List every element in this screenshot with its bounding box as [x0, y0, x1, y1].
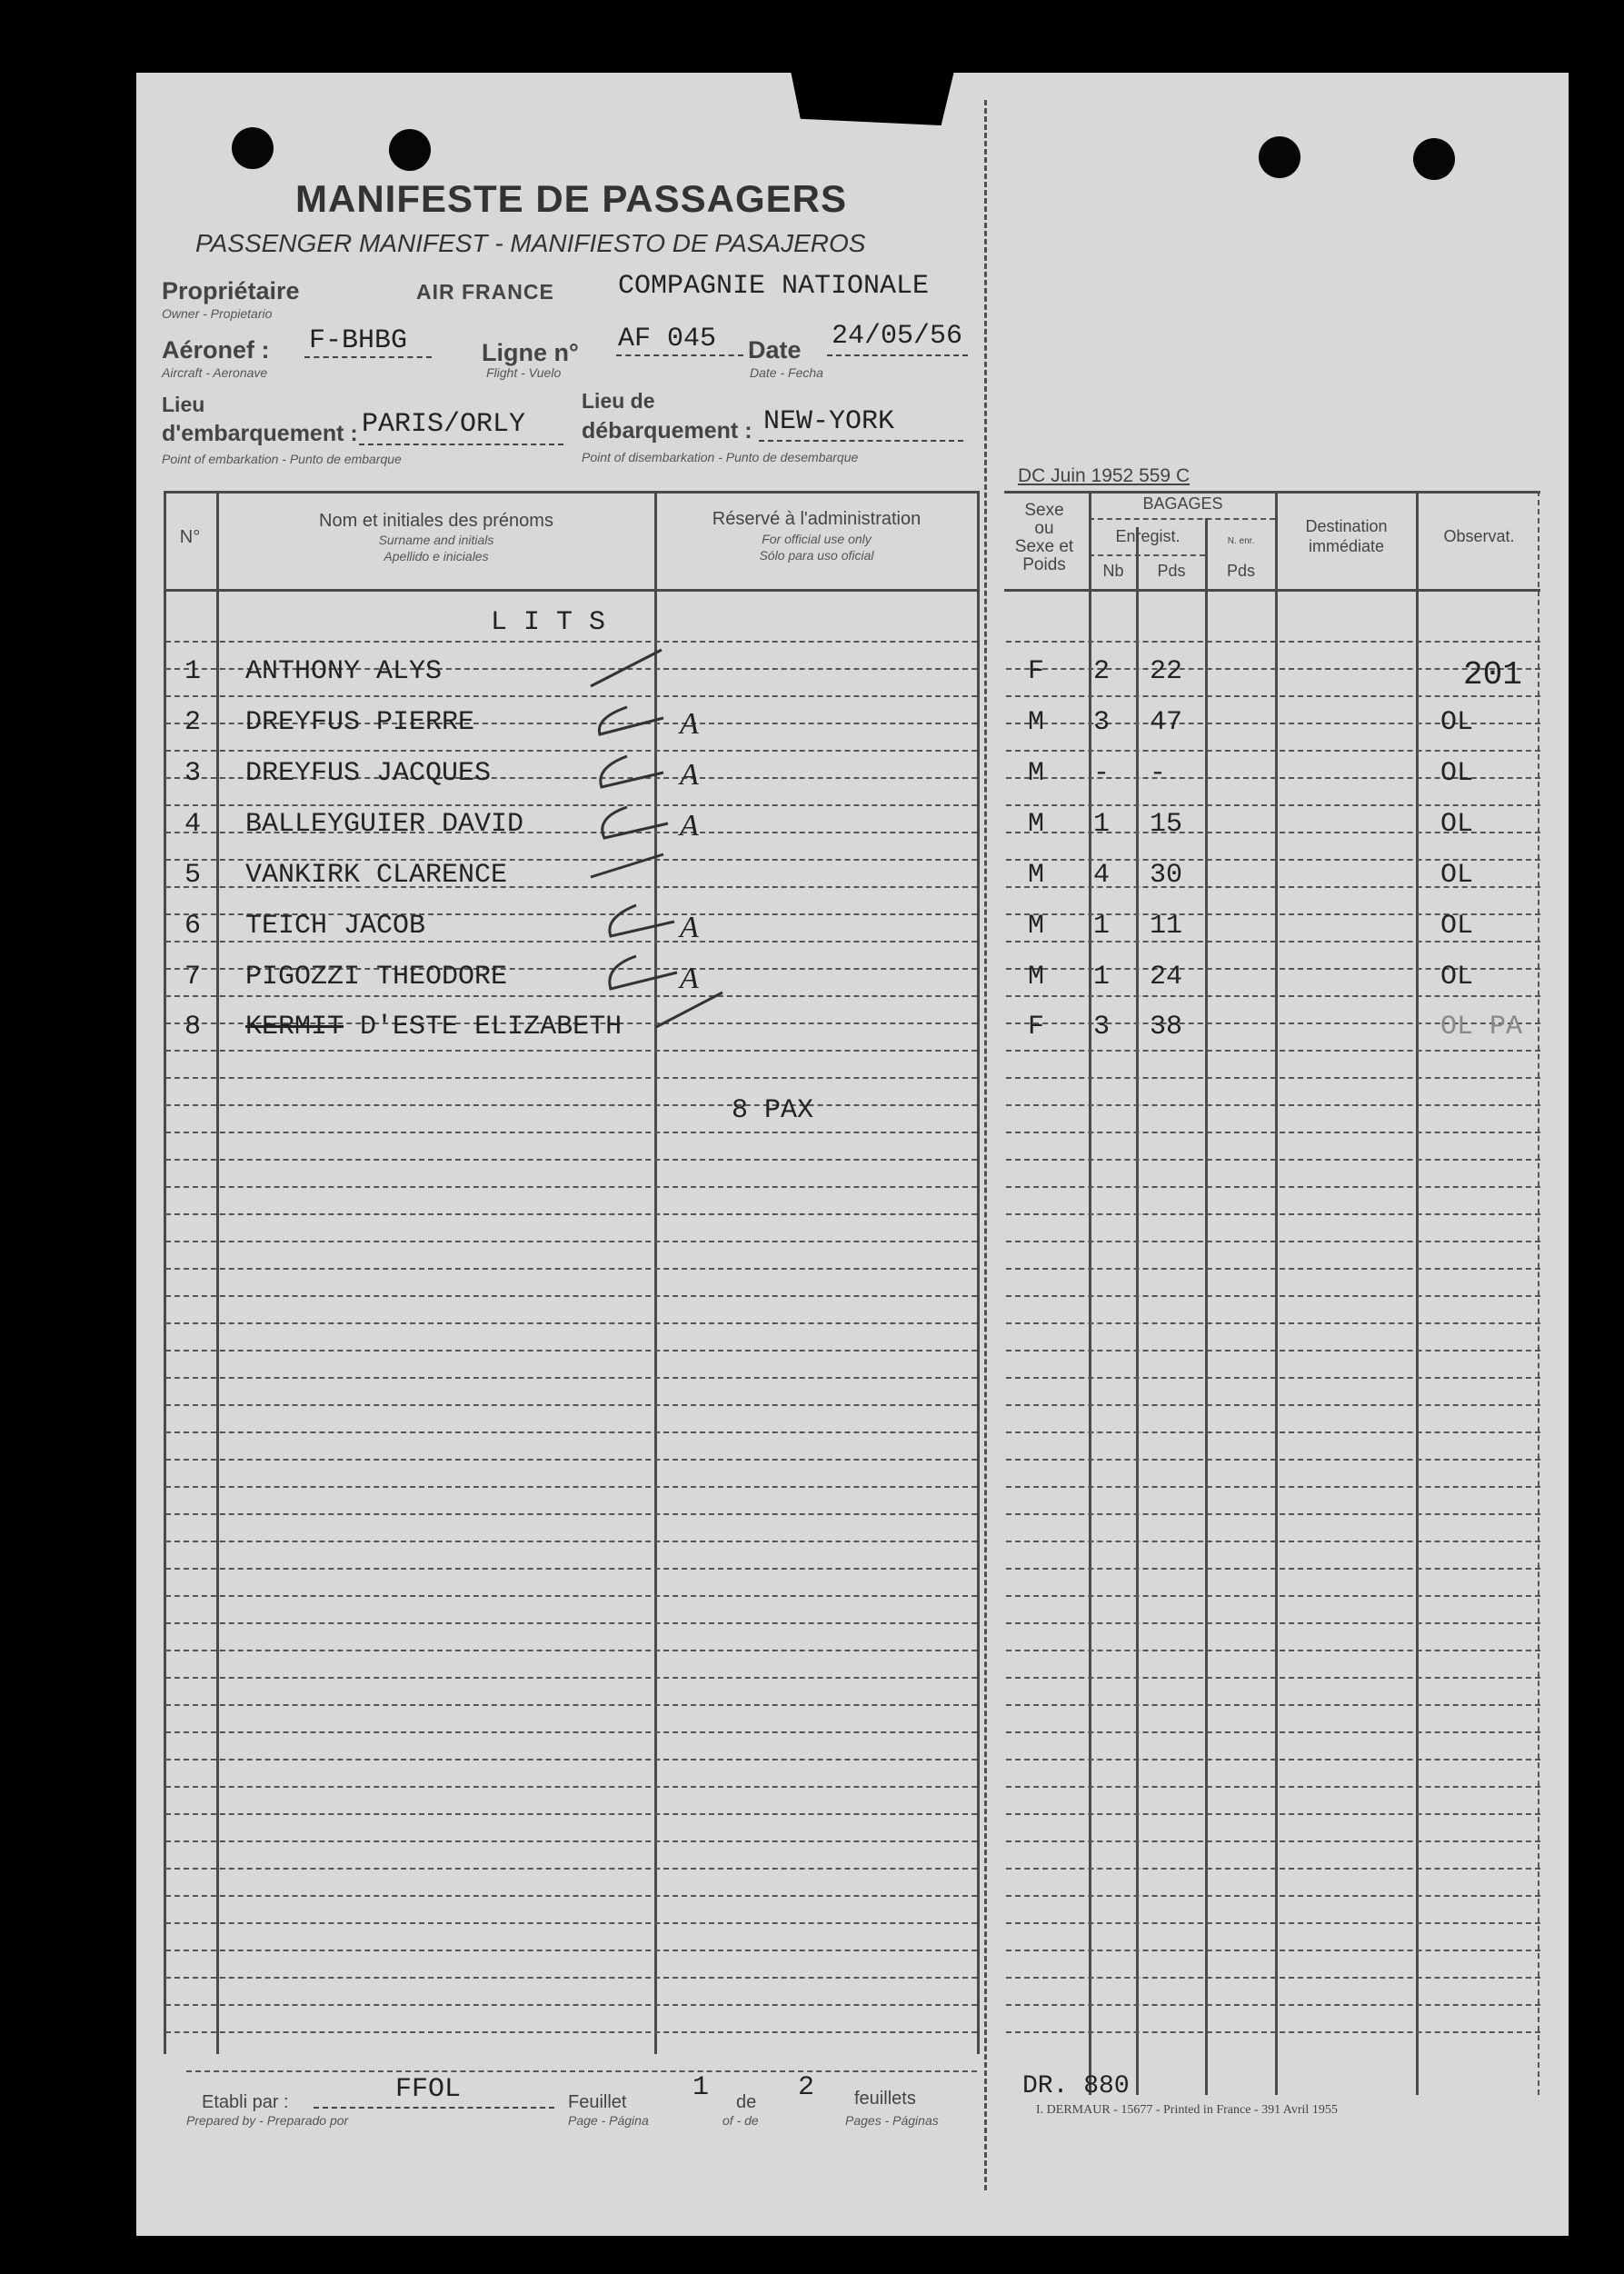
col-name-header: Nom et initiales des prénoms	[319, 511, 553, 531]
check-stroke	[610, 905, 674, 936]
observation: 201	[1463, 656, 1522, 693]
sex-value: F	[1027, 656, 1044, 687]
col-sex-header-line: Poids	[1022, 555, 1066, 574]
col-pds2-header: Pds	[1226, 562, 1256, 580]
row-number: 7	[184, 962, 201, 992]
page-title: MANIFESTE DE PASSAGERS	[295, 177, 847, 220]
footer-border	[186, 2070, 977, 2072]
observation: OL PA	[1440, 1012, 1523, 1042]
baggage-weight: 11	[1150, 911, 1183, 942]
section-label: L I T S	[491, 607, 606, 638]
row-number: 2	[184, 707, 201, 738]
col-pds-header: Pds	[1157, 562, 1186, 580]
disembark-label-2: débarquement :	[582, 418, 752, 444]
baggage-count: 3	[1092, 1012, 1110, 1042]
sex-value: M	[1027, 707, 1044, 738]
passenger-name-text: DREYFUS JACQUES	[245, 758, 492, 789]
passenger-name-text: DREYFUS PIERRE	[245, 707, 475, 738]
date-value: 24/05/56	[832, 321, 963, 352]
col-name-subheader: Surname and initials	[378, 533, 494, 547]
sheet-sublabel: Page - Página	[568, 2113, 649, 2128]
disembark-sublabel: Point of disembarkation - Punto de desembarque	[582, 450, 859, 464]
baggage-count: -	[1092, 758, 1110, 789]
embark-sublabel: Point of embarkation - Punto de embarque	[162, 452, 402, 466]
baggage-weight: 15	[1150, 809, 1183, 840]
check-stroke	[591, 854, 663, 877]
prepared-value: FFOL	[395, 2074, 462, 2105]
row-number: 1	[184, 656, 201, 687]
col-nenr-header: N. enr.	[1227, 536, 1255, 546]
dr-code: DR. 880	[1022, 2072, 1130, 2100]
baggage-count: 1	[1092, 962, 1110, 992]
passenger-name-text: TEICH JACOB	[245, 911, 426, 942]
of-sublabel: of - de	[722, 2113, 759, 2128]
baggage-count: 1	[1092, 911, 1110, 942]
sex-value: M	[1027, 911, 1044, 942]
admin-mark: A	[680, 758, 699, 792]
line-label: Ligne n°	[482, 339, 579, 366]
sheets-label: feuillets	[854, 2089, 916, 2109]
observation: OL	[1440, 809, 1474, 840]
row-number: 6	[184, 911, 201, 942]
baggage-weight: 30	[1150, 860, 1183, 891]
date-label: Date	[748, 336, 802, 364]
observation: OL	[1440, 962, 1474, 992]
col-bagages-header: BAGAGES	[1142, 494, 1223, 513]
form-reference: DC Juin 1952 559 C	[1018, 465, 1191, 486]
underline	[314, 2107, 554, 2109]
owner-name: AIR FRANCE	[416, 280, 554, 304]
col-name-subheader-2: Apellido e iniciales	[384, 549, 489, 564]
prepared-label: Etabli par :	[202, 2092, 289, 2112]
col-no-header: N°	[179, 527, 201, 547]
sex-value: F	[1027, 1012, 1044, 1042]
aircraft-label: Aéronef :	[162, 336, 270, 364]
baggage-weight: 22	[1150, 656, 1183, 687]
sex-value: M	[1027, 962, 1044, 992]
date-sublabel: Date - Fecha	[750, 365, 823, 380]
row-number: 4	[184, 809, 201, 840]
observation: OL	[1440, 707, 1474, 738]
baggage-weight: -	[1150, 758, 1167, 789]
check-stroke	[591, 650, 662, 686]
row-number: 8	[184, 1012, 201, 1042]
col-admin-subheader-2: Sólo para uso oficial	[759, 548, 874, 563]
check-stroke	[656, 992, 722, 1027]
owner-sublabel: Owner - Propietario	[162, 306, 273, 321]
struck-name: KERMIT	[245, 1012, 344, 1042]
col-sex-header-line: Sexe et	[1014, 537, 1074, 556]
row-number: 3	[184, 758, 201, 789]
baggage-count: 4	[1092, 860, 1110, 891]
admin-mark: A	[680, 911, 699, 944]
page-subtitle: PASSENGER MANIFEST - MANIFIESTO DE PASAJEROS	[195, 229, 866, 257]
col-enregist-header: Enregist.	[1115, 527, 1181, 545]
observation: OL	[1440, 860, 1474, 891]
baggage-count: 3	[1092, 707, 1110, 738]
sheet-value: 1	[692, 2072, 710, 2103]
baggage-count: 1	[1092, 809, 1110, 840]
col-dest-header-line: immédiate	[1308, 537, 1385, 555]
owner-value: COMPAGNIE NATIONALE	[618, 271, 930, 302]
observation: OL	[1440, 911, 1474, 942]
passenger-name-text: ANTHONY ALYS	[245, 656, 443, 687]
sheet-label: Feuillet	[568, 2092, 627, 2112]
total-pax: 8 PAX	[732, 1095, 814, 1126]
disembark-value: NEW-YORK	[763, 406, 895, 437]
baggage-weight: 47	[1150, 707, 1183, 738]
col-dest-header-line: Destination	[1305, 517, 1388, 535]
baggage-weight: 24	[1150, 962, 1183, 992]
col-obs-header: Observat.	[1443, 527, 1515, 545]
col-nb-header: Nb	[1102, 562, 1124, 580]
passenger-name-text: D'ESTE ELIZABETH	[360, 1012, 623, 1042]
of-label: de	[736, 2092, 757, 2112]
line-value: AF 045	[618, 324, 717, 354]
passenger-name-text: BALLEYGUIER DAVID	[245, 809, 524, 840]
sex-value: M	[1027, 809, 1044, 840]
owner-label: Propriétaire	[162, 277, 300, 304]
row-number: 5	[184, 860, 201, 891]
line-sublabel: Flight - Vuelo	[486, 365, 562, 380]
col-sex-header-line: Sexe	[1024, 501, 1064, 520]
sex-value: M	[1027, 758, 1044, 789]
check-stroke	[601, 756, 663, 787]
col-admin-header: Réservé à l'administration	[712, 509, 922, 529]
admin-mark: A	[680, 707, 699, 741]
baggage-count: 2	[1092, 656, 1110, 687]
embark-label-2: d'embarquement :	[162, 421, 358, 446]
col-sex-header-line: ou	[1034, 519, 1054, 538]
check-stroke	[610, 956, 677, 989]
admin-mark: A	[680, 962, 699, 995]
observation: OL	[1440, 758, 1474, 789]
prepared-sublabel: Prepared by - Preparado por	[186, 2113, 349, 2128]
aircraft-sublabel: Aircraft - Aeronave	[162, 365, 268, 380]
passenger-name-text: VANKIRK CLARENCE	[245, 860, 508, 891]
baggage-weight: 38	[1150, 1012, 1183, 1042]
sheets-sublabel: Pages - Páginas	[845, 2113, 939, 2128]
col-admin-subheader: For official use only	[762, 532, 872, 546]
disembark-label: Lieu de	[582, 389, 655, 413]
admin-mark: A	[680, 809, 699, 843]
sex-value: M	[1027, 860, 1044, 891]
aircraft-value: F-BHBG	[309, 325, 408, 356]
embark-value: PARIS/ORLY	[362, 409, 526, 440]
check-stroke	[603, 807, 668, 838]
embark-label: Lieu	[162, 393, 205, 416]
check-stroke	[599, 707, 663, 734]
of-value: 2	[798, 2072, 815, 2103]
printer-line: I. DERMAUR - 15677 - Printed in France - 391 Avril 1955	[1036, 2103, 1338, 2117]
passenger-name-text: PIGOZZI THEODORE	[245, 962, 508, 992]
